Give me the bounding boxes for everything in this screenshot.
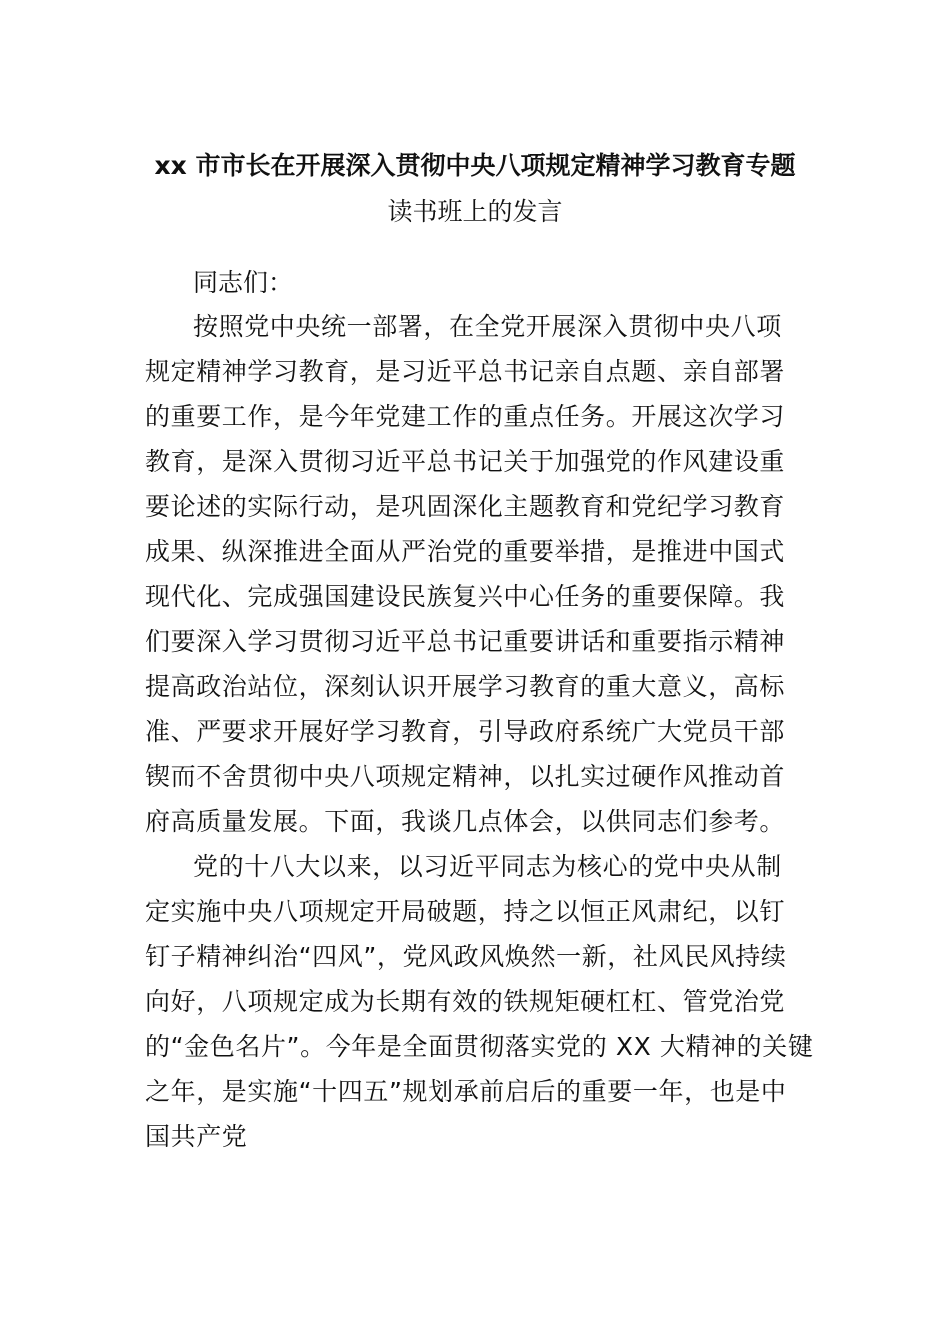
paragraph-1-line: 按照党中央统一部署，在全党开展深入贯彻中央八项 bbox=[193, 312, 782, 341]
paragraph-1-line: 提高政治站位，深刻认识开展学习教育的重大意义，高标 bbox=[145, 672, 786, 701]
paragraph-1-line: 府高质量发展。下面，我谈几点体会，以供同志们参考。 bbox=[145, 807, 786, 836]
paragraph-1-line: 们要深入学习贯彻习近平总书记重要讲话和重要指示精神 bbox=[145, 627, 786, 656]
document-title-line-1: xx 市市长在开展深入贯彻中央八项规定精神学习教育专题 bbox=[154, 151, 796, 180]
salutation: 同志们： bbox=[193, 268, 294, 297]
paragraph-2-line: 向好，八项规定成为长期有效的铁规矩硬杠杠、管党治党 bbox=[145, 987, 786, 1016]
paragraph-2-line: 国共产党 bbox=[145, 1122, 248, 1151]
paragraph-1-line: 锲而不舍贯彻中央八项规定精神，以扎实过硬作风推动首 bbox=[145, 762, 786, 791]
paragraph-1-line: 的重要工作，是今年党建工作的重点任务。开展这次学习 bbox=[145, 402, 786, 431]
paragraph-2-line: 的“金色名片”。今年是全面贯彻落实党的 XX 大精神的关键 bbox=[145, 1032, 814, 1061]
paragraph-2-line: 定实施中央八项规定开局破题，持之以恒正风肃纪，以钉 bbox=[145, 897, 786, 926]
paragraph-1-line: 规定精神学习教育，是习近平总书记亲自点题、亲自部署 bbox=[145, 357, 786, 386]
paragraph-1-line: 要论述的实际行动，是巩固深化主题教育和党纪学习教育 bbox=[145, 492, 786, 521]
paragraph-2-line: 之年，是实施“十四五”规划承前启后的重要一年，也是中 bbox=[145, 1077, 787, 1106]
paragraph-1-line: 现代化、完成强国建设民族复兴中心任务的重要保障。我 bbox=[145, 582, 786, 611]
paragraph-2-line: 党的十八大以来，以习近平同志为核心的党中央从制 bbox=[193, 852, 782, 881]
paragraph-2-line: 钉子精神纠治“四风”，党风政风焕然一新，社风民风持续 bbox=[145, 942, 787, 971]
paragraph-1-line: 准、严要求开展好学习教育，引导政府系统广大党员干部 bbox=[145, 717, 786, 746]
paragraph-1-line: 教育，是深入贯彻习近平总书记关于加强党的作风建设重 bbox=[145, 447, 786, 476]
paragraph-1-line: 成果、纵深推进全面从严治党的重要举措，是推进中国式 bbox=[145, 537, 786, 566]
document-title-line-2: 读书班上的发言 bbox=[387, 197, 563, 226]
